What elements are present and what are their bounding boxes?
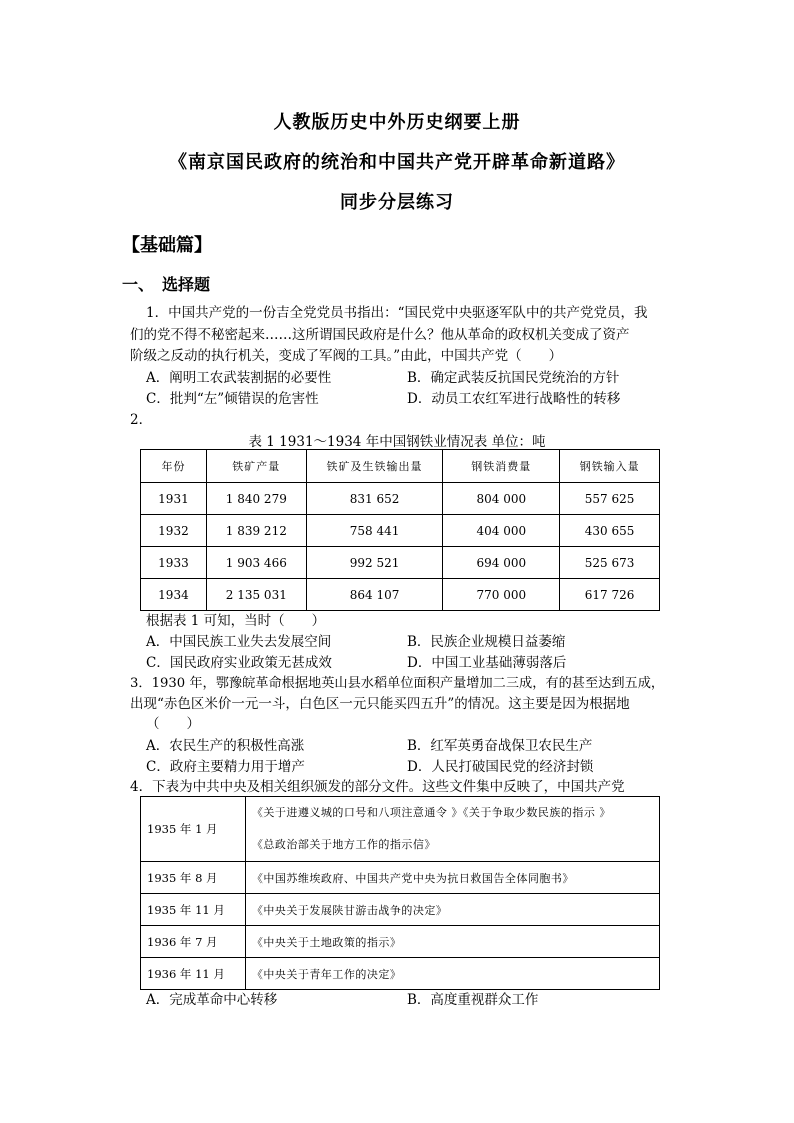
header-cell: 铁矿产量 (206, 450, 306, 483)
q1-option-c: C．批判“左”倾错误的危害性 (146, 391, 319, 407)
section-heading: 【基础篇】 (122, 235, 212, 256)
table-row (141, 926, 660, 958)
table-row (141, 894, 660, 926)
table-cell: 557 625 (560, 483, 660, 515)
steel-table (140, 449, 660, 611)
date-cell: 1935 年 11 月 (141, 894, 246, 926)
q3-option-b: B．红军英勇奋战保卫农民生产 (407, 738, 593, 754)
table-cell: 2 135 031 (206, 579, 306, 611)
table-header-row (141, 450, 660, 483)
date-cell: 1935 年 1 月 (141, 797, 246, 862)
date-cell: 1935 年 8 月 (141, 862, 246, 894)
q3-option-a: A．农民生产的积极性高涨 (146, 738, 305, 754)
table-cell: 525 673 (560, 547, 660, 579)
q1-option-d: D．动员工农红军进行战略性的转移 (407, 391, 621, 407)
q4-stem: 4．下表为中共中央及相关组织颁发的部分文件。这些文件集中反映了，中国共产党 (130, 779, 625, 795)
table-cell: 1933 (141, 547, 207, 579)
q3-line-1: 3．1930 年，鄂豫皖革命根据地英山县水稻单位面积产量增加二三成，有的甚至达到五成， (130, 676, 665, 691)
header-cell: 钢铁输入量 (560, 450, 660, 483)
date-cell: 1936 年 7 月 (141, 926, 246, 958)
q1-option-b: B．确定武装反抗国民党统治的方针 (407, 370, 620, 386)
header-cell: 钢铁消费量 (443, 450, 560, 483)
table-row (141, 547, 660, 579)
table-cell: 1 903 466 (206, 547, 306, 579)
title-line-3: 同步分层练习 (340, 192, 454, 213)
table-row (141, 958, 660, 990)
table-cell: 831 652 (306, 483, 443, 515)
q2-option-d: D．中国工业基础薄弱落后 (407, 655, 567, 671)
title-line-2: 《南京国民政府的统治和中国共产党开辟革命新道路》 (169, 152, 625, 173)
table1-caption: 表 1 1931～1934 年中国钢铁业情况表 单位：吨 (248, 434, 546, 450)
table-row (141, 483, 660, 515)
q1-line-3: 阶级之反动的执行机关，变成了军阀的工具。”由此，中国共产党（ ） (130, 348, 563, 364)
table-cell: 758 441 (306, 515, 443, 547)
table-cell: 1934 (141, 579, 207, 611)
doc-title: 《总政治部关于地方工作的指示信》 (251, 838, 436, 851)
doc-title: 《中央关于土地政策的指示》 (245, 926, 659, 958)
q3-line-3: （ ） (146, 716, 200, 732)
header-cell: 年份 (141, 450, 207, 483)
q2-option-c: C．国民政府实业政策无甚成效 (146, 655, 332, 671)
doc-title: 《关于进遵义城的口号和八项注意通令 》《关于争取少数民族的指示 》 (251, 806, 611, 819)
q2-option-a: A．中国民族工业失去发展空间 (146, 634, 332, 650)
q1-option-a: A．阐明工农武装割据的必要性 (146, 370, 332, 386)
q1-line-1: 1．中国共产党的一份吉全党党员书指出：“国民党中央驱逐军队中的共产党党员，我 (146, 305, 648, 321)
doc-title: 《中国苏维埃政府、中国共产党中央为抗日救国告全体同胞书》 (245, 862, 659, 894)
q2-stem: 根据表 1 可知，当时（ ） (146, 613, 326, 629)
table-cell: 864 107 (306, 579, 443, 611)
date-cell: 1936 年 11 月 (141, 958, 246, 990)
table-cell: 1932 (141, 515, 207, 547)
table-cell: 992 521 (306, 547, 443, 579)
table-row (141, 862, 660, 894)
doc-title: 《中央关于青年工作的决定》 (245, 958, 659, 990)
table-row (141, 515, 660, 547)
q2-option-b: B．民族企业规模日益萎缩 (407, 634, 566, 650)
documents-table (140, 796, 660, 990)
part-heading: 一、 选择题 (122, 275, 211, 294)
q2-number: 2． (130, 412, 153, 428)
q3-line-2: 出现“赤色区米价一元一斗，白色区一元只能买四五升”的情况。这主要是因为根据地 (130, 696, 630, 712)
table-cell: 770 000 (443, 579, 560, 611)
q4-option-a: A．完成革命中心转移 (146, 992, 278, 1008)
q3-option-d: D．人民打破国民党的经济封锁 (407, 759, 594, 775)
table-row (141, 797, 660, 862)
table-cell: 804 000 (443, 483, 560, 515)
table-cell: 430 655 (560, 515, 660, 547)
table-cell: 694 000 (443, 547, 560, 579)
table-cell: 1931 (141, 483, 207, 515)
q3-option-c: C．政府主要精力用于增产 (146, 759, 305, 775)
table-cell: 404 000 (443, 515, 560, 547)
table-cell: 1 839 212 (206, 515, 306, 547)
q4-option-b: B．高度重视群众工作 (407, 992, 539, 1008)
q1-line-2: 们的党不得不秘密起来……这所谓国民政府是什么？他从革命的政权机关变成了资产 (130, 327, 630, 343)
title-line-1: 人教版历史中外历史纲要上册 (273, 112, 521, 133)
header-cell: 铁矿及生铁输出量 (306, 450, 443, 483)
table-row (141, 579, 660, 611)
table-cell: 1 840 279 (206, 483, 306, 515)
table-cell: 617 726 (560, 579, 660, 611)
docs-cell (245, 797, 659, 862)
doc-title: 《中央关于发展陕甘游击战争的决定》 (245, 894, 659, 926)
